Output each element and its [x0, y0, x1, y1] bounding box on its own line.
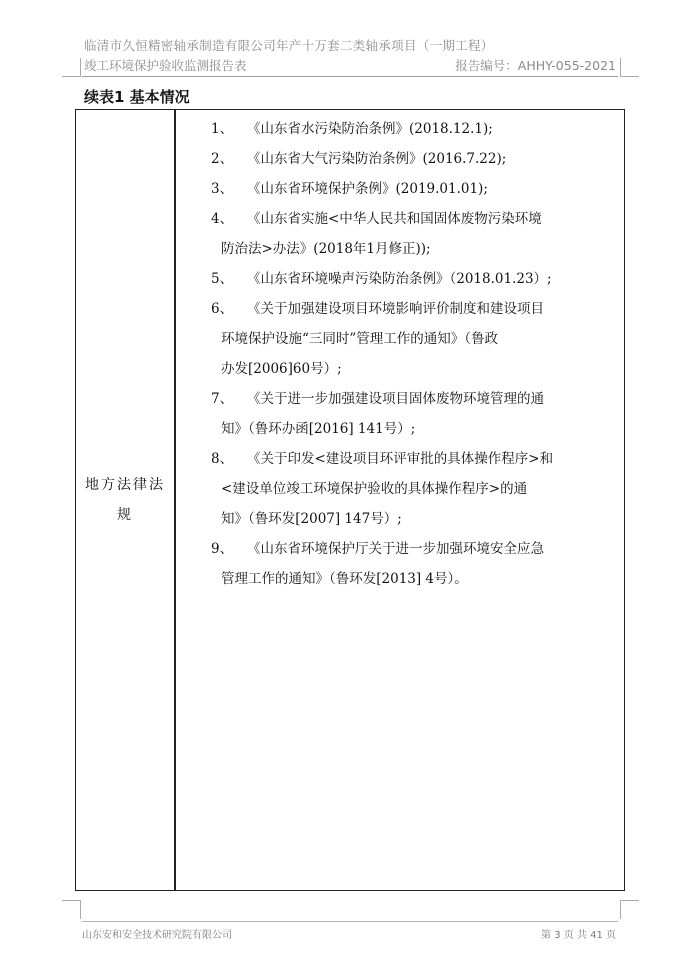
regulation-item-text: 知》（鲁环发[2007] 147号）;: [221, 511, 402, 527]
header-report-type: 竣工环境保护验收监测报告表: [84, 58, 247, 73]
table-column-divider: [174, 110, 176, 890]
section-title: 续表1 基本情况: [84, 88, 190, 106]
table-label-cell: [76, 110, 174, 890]
header-report-number: 报告编号：AHHY-055-2021: [455, 58, 616, 73]
regulation-item-text: <建设单位竣工环境保护验收的具体操作程序>的通: [221, 481, 528, 497]
regulation-item: [181, 144, 616, 174]
regulation-item-text: 《山东省环境噪声污染防治条例》（2018.01.23）;: [247, 271, 552, 287]
header-row: [84, 56, 616, 74]
regulation-item-text: 《关于印发<建设项目环评审批的具体操作程序>和: [247, 451, 554, 467]
regulation-item-number: 2、: [211, 151, 234, 167]
crop-mark-top-right: [620, 58, 639, 77]
crop-mark-top-left: [62, 58, 81, 77]
regulation-item: [181, 114, 616, 144]
regulation-item-number: 8、: [211, 451, 234, 467]
crop-mark-bottom-left: [62, 900, 81, 919]
regulation-item-text: 《山东省环境保护条例》(2019.01.01);: [247, 181, 488, 197]
regulation-item-text: 知》（鲁环办函[2016] 141号）;: [221, 421, 416, 437]
regulation-item-text: 防治法>办法》(2018年1月修正));: [221, 241, 431, 257]
regulation-item: [181, 174, 616, 204]
regulation-item-text: 《山东省实施<中华人民共和国固体废物污染环境: [247, 211, 542, 227]
regulation-item-text: 《山东省大气污染防治条例》(2016.7.22);: [247, 151, 507, 167]
regulation-list: [181, 114, 616, 594]
regulation-item-text: 《山东省环境保护厅关于进一步加强环境安全应急: [247, 541, 544, 557]
regulation-item-number: 5、: [211, 271, 234, 287]
crop-mark-bottom-right: [620, 900, 639, 919]
footer-divider: [82, 921, 618, 922]
regulation-item-number: 6、: [211, 301, 234, 317]
basic-info-table: [75, 109, 625, 891]
regulation-item-text: 环境保护设施“三同时”管理工作的通知》（鲁政: [221, 331, 499, 347]
regulation-item-number: 1、: [211, 121, 234, 137]
regulation-item-text: 《关于加强建设项目环境影响评价制度和建设项目: [247, 301, 544, 317]
regulation-item-text: 《山东省水污染防治条例》(2018.12.1);: [247, 121, 493, 137]
regulation-item-text: 办发[2006]60号）;: [221, 361, 342, 377]
table-label: 地方法律法规: [85, 477, 165, 523]
regulation-item-number: 7、: [211, 391, 234, 407]
regulation-item: [181, 534, 616, 594]
regulation-item: [181, 264, 616, 294]
header-divider: [82, 76, 618, 77]
regulation-item-text: 管理工作的通知》（鲁环发[2013] 4号）。: [221, 571, 468, 587]
regulation-item-text: 《关于进一步加强建设项目固体废物环境管理的通: [247, 391, 544, 407]
regulation-item: [181, 384, 616, 444]
regulation-item: [181, 444, 616, 534]
regulation-item: [181, 294, 616, 384]
header-project-title: 临清市久恒精密轴承制造有限公司年产十万套二类轴承项目（一期工程）: [84, 38, 494, 53]
regulation-item-number: 4、: [211, 211, 234, 227]
footer-company: 山东安和安全技术研究院有限公司: [82, 930, 232, 941]
regulation-item: [181, 204, 616, 264]
regulation-item-number: 3、: [211, 181, 234, 197]
regulation-item-number: 9、: [211, 541, 234, 557]
footer-page-number: 第 3 页 共 41 页: [541, 930, 616, 941]
footer: [82, 926, 618, 942]
